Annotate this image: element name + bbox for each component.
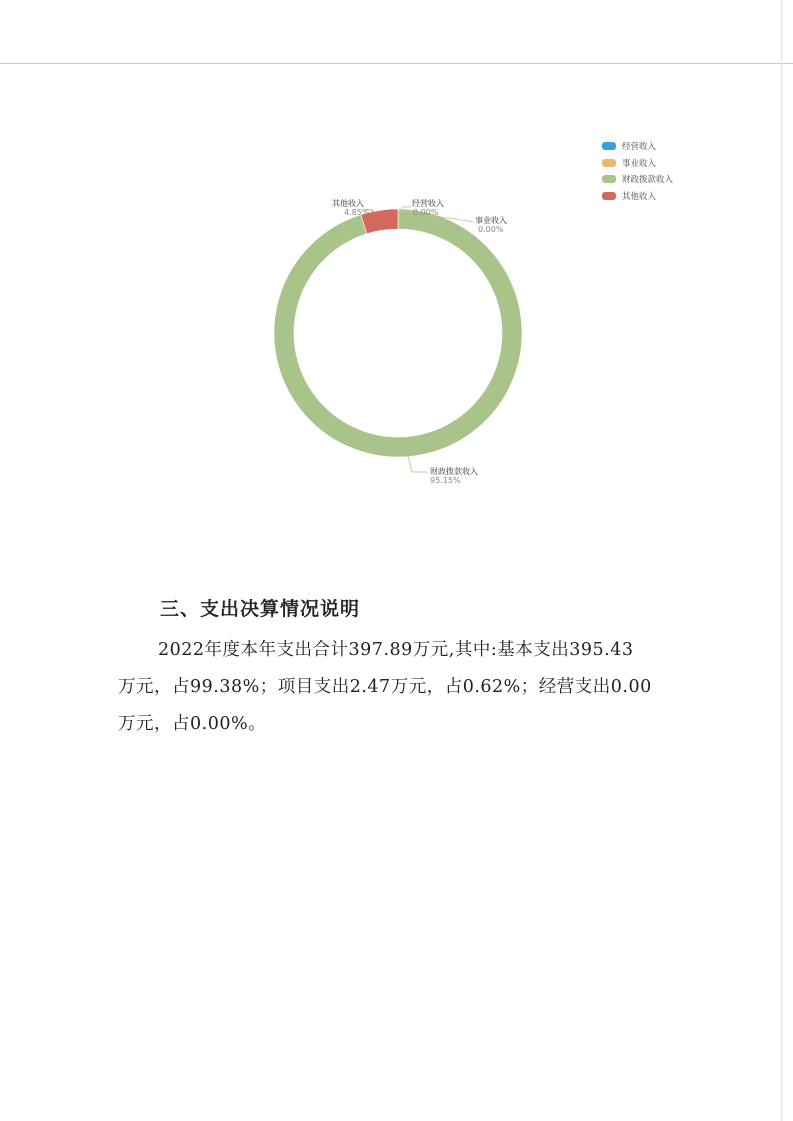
donut-slice[interactable]	[274, 209, 522, 457]
legend-item[interactable]	[602, 155, 722, 172]
slice-label-business-income: 事业收入	[475, 216, 507, 225]
leader-line-fiscal	[408, 456, 428, 472]
legend-swatch-icon	[602, 192, 616, 200]
legend-item[interactable]	[602, 171, 722, 188]
legend-label: 财政拨款收入	[622, 175, 674, 186]
legend-swatch-icon	[602, 159, 616, 167]
slice-value-fiscal-income: 95.15%	[430, 476, 461, 485]
slice-value-business-income: 0.00%	[478, 225, 504, 234]
slice-value-operating-income: 0.00%	[413, 208, 439, 217]
legend-label: 经营收入	[622, 142, 657, 153]
legend-label: 其他收入	[622, 191, 657, 202]
legend-item[interactable]	[602, 138, 722, 155]
slice-label-operating-income: 经营收入	[412, 199, 444, 208]
donut-chart-svg	[0, 0, 793, 560]
slice-label-fiscal-income: 财政拨款收入	[430, 467, 478, 476]
slice-label-other-income: 其他收入	[332, 199, 364, 208]
income-donut-chart	[0, 0, 793, 560]
legend-item[interactable]	[602, 188, 722, 205]
legend-swatch-icon	[602, 175, 616, 183]
chart-legend	[602, 138, 722, 204]
section-heading: 三、支出决算情况说明	[160, 598, 361, 620]
paragraph-line: 万元，占0.00%。	[118, 714, 267, 734]
paragraph-line: 2022年度本年支出合计397.89万元,其中:基本支出395.43	[158, 640, 634, 660]
slice-value-other-income: 4.85%	[344, 208, 370, 217]
paragraph-line: 万元，占99.38%；项目支出2.47万元，占0.62%；经营支出0.00	[118, 677, 652, 697]
legend-swatch-icon	[602, 142, 616, 150]
legend-label: 事业收入	[622, 158, 657, 169]
